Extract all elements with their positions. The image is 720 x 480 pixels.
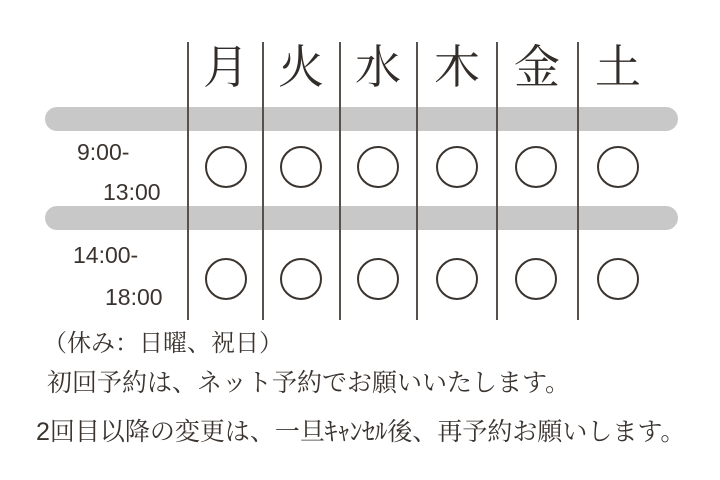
day-header-thu: 木 [434,41,480,93]
day-header-mon: 月 [203,41,249,93]
open-circle-tue-pm [280,258,322,300]
row-separator-bar-middle [45,206,678,230]
open-circle-wed-pm [357,258,399,300]
open-circle-thu-am [436,146,478,188]
time-label-morning-end: 13:00 [103,179,161,205]
day-header-sat: 土 [595,41,641,93]
day-header-tue: 火 [278,41,324,93]
time-label-afternoon-end: 18:00 [105,284,163,310]
open-circle-sat-pm [597,258,639,300]
open-circle-fri-pm [515,258,557,300]
day-header-fri: 金 [514,41,560,93]
open-circle-thu-pm [436,258,478,300]
time-label-morning-start: 9:00- [77,139,130,165]
open-circle-mon-am [205,146,247,188]
note-closed-days: （休み：日曜、祝日） [43,330,283,357]
open-circle-fri-am [515,146,557,188]
open-circle-wed-am [357,146,399,188]
open-circle-mon-pm [205,258,247,300]
open-circle-tue-am [280,146,322,188]
row-separator-bar-top [45,107,678,131]
day-header-wed: 水 [355,41,401,93]
note-first-booking: 初回予約は、ネット予約でお願いいたします。 [47,369,571,397]
open-circle-sat-am [597,146,639,188]
note-rebooking: 2回目以降の変更は、一旦ｷｬﾝｾﾙ後、再予約お願いします。 [36,418,686,446]
time-label-afternoon-start: 14:00- [73,242,139,268]
